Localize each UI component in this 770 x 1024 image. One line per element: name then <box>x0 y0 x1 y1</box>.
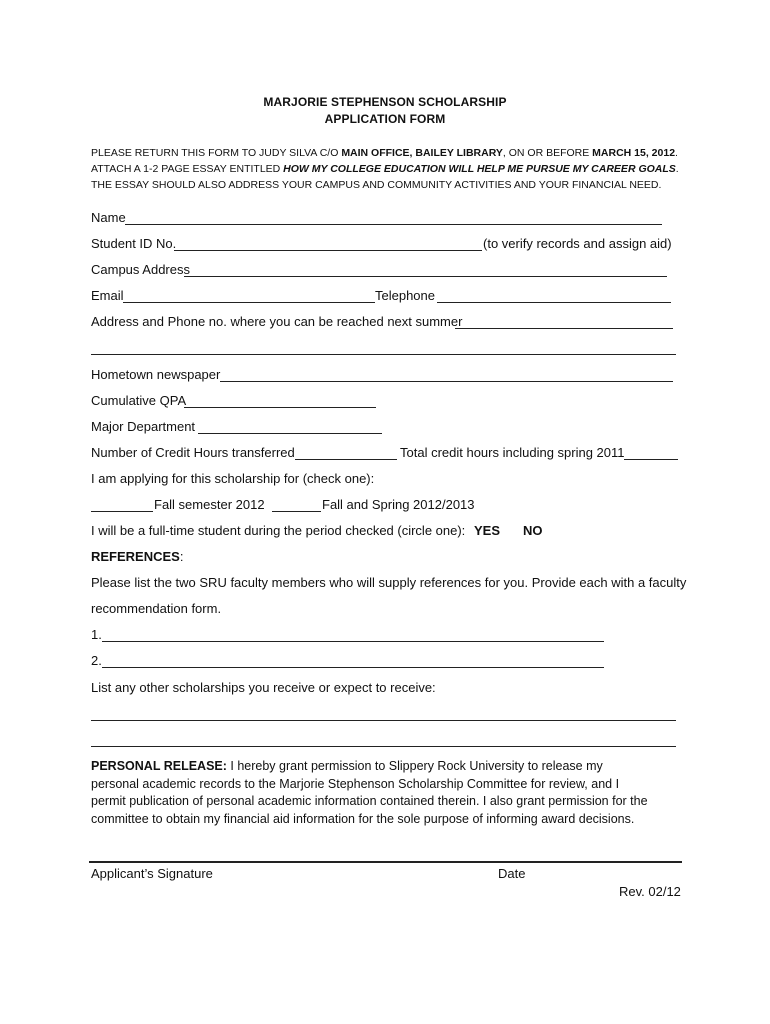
other-scholarships-field-1[interactable] <box>91 720 676 721</box>
form-title-line1: MARJORIE STEPHENSON SCHOLARSHIP <box>263 95 507 109</box>
hometown-newspaper-field[interactable] <box>220 381 673 382</box>
major-department-field[interactable] <box>198 433 382 434</box>
email-label: Email <box>91 288 124 303</box>
major-department-label: Major Department <box>91 419 196 434</box>
reference-2-field[interactable] <box>102 667 604 668</box>
reference-1-field[interactable] <box>102 641 604 642</box>
reference-1-label: 1. <box>91 627 102 642</box>
signature-line[interactable] <box>89 861 682 863</box>
essay-title: HOW MY COLLEGE EDUCATION WILL HELP ME PURSUE MY CAREER GOALS <box>283 163 676 175</box>
telephone-field[interactable] <box>437 302 671 303</box>
instruction-line-1 <box>91 147 678 159</box>
instruction-text: . <box>675 147 678 159</box>
fall-spring-option: Fall and Spring 2012/2013 <box>322 497 475 512</box>
instruction-location: MAIN OFFICE, BAILEY LIBRARY <box>341 147 503 159</box>
instruction-text: . <box>675 163 679 175</box>
revision-label: Rev. 02/12 <box>619 884 681 899</box>
student-id-note: (to verify records and assign aid) <box>483 236 672 251</box>
name-label: Name <box>91 210 126 225</box>
name-field[interactable] <box>125 224 662 225</box>
fulltime-question: I will be a full-time student during the period checked (circle one): <box>91 523 466 538</box>
applying-for-label: I am applying for this scholarship for (check one): <box>91 471 375 486</box>
no-option[interactable]: NO <box>523 523 543 538</box>
personal-release-heading: PERSONAL RELEASE: <box>91 759 227 773</box>
other-scholarships-field-2[interactable] <box>91 746 676 747</box>
instruction-line-2 <box>91 163 679 175</box>
references-heading <box>91 548 183 566</box>
personal-release-body: I hereby grant permission to Slippery Rock University to release my personal academic records to the Marjorie Stephenson Scholarship Committee for review, and I permit publication of personal academic information contained therein. I also grant permission for the committee to obtain my financial aid information for the sole purpose of informing award decisions. <box>91 759 648 826</box>
instruction-text: , ON OR BEFORE <box>502 147 593 159</box>
telephone-label: Telephone <box>375 288 435 303</box>
other-scholarships-label: List any other scholarships you receive or expect to receive: <box>91 680 436 695</box>
total-credit-hours-label: Total credit hours including spring 2011 <box>400 445 625 460</box>
personal-release-paragraph <box>91 758 651 828</box>
summer-address-field-line2[interactable] <box>91 354 676 355</box>
fall-semester-checkbox-line[interactable] <box>91 511 153 512</box>
hometown-newspaper-label: Hometown newspaper <box>91 367 221 382</box>
cumulative-qpa-label: Cumulative QPA <box>91 393 187 408</box>
references-heading-colon: : <box>179 549 184 564</box>
reference-2-label: 2. <box>91 653 102 668</box>
fall-semester-option: Fall semester 2012 <box>154 497 265 512</box>
date-label: Date <box>498 866 526 881</box>
form-title-line2: APPLICATION FORM <box>324 112 446 126</box>
yes-option[interactable]: YES <box>474 523 501 538</box>
credit-hours-transferred-field[interactable] <box>295 459 397 460</box>
fall-spring-checkbox-line[interactable] <box>272 511 321 512</box>
references-intro-line2: recommendation form. <box>91 601 222 616</box>
campus-address-field[interactable] <box>184 276 667 277</box>
summer-address-label: Address and Phone no. where you can be reached next summer <box>91 314 463 329</box>
credit-hours-transferred-label: Number of Credit Hours transferred <box>91 445 295 460</box>
student-id-label: Student ID No. <box>91 236 177 251</box>
instruction-line-3: THE ESSAY SHOULD ALSO ADDRESS YOUR CAMPUS AND COMMUNITY ACTIVITIES AND YOUR FINANCIAL NEED. <box>91 179 662 191</box>
cumulative-qpa-field[interactable] <box>184 407 376 408</box>
references-heading-text: REFERENCES <box>91 549 180 564</box>
instruction-text: ATTACH A 1-2 PAGE ESSAY ENTITLED <box>91 163 284 175</box>
campus-address-label: Campus Address <box>91 262 190 277</box>
references-intro-line1: Please list the two SRU faculty members who will supply references for you. Provide each with a faculty <box>91 575 687 590</box>
applicant-signature-label: Applicant’s Signature <box>91 866 213 881</box>
email-field[interactable] <box>123 302 375 303</box>
instruction-text: PLEASE RETURN THIS FORM TO JUDY SILVA C/O <box>91 147 342 159</box>
instruction-deadline: MARCH 15, 2012 <box>592 147 676 159</box>
total-credit-hours-field[interactable] <box>624 459 678 460</box>
summer-address-field[interactable] <box>455 328 673 329</box>
student-id-field[interactable] <box>174 250 482 251</box>
